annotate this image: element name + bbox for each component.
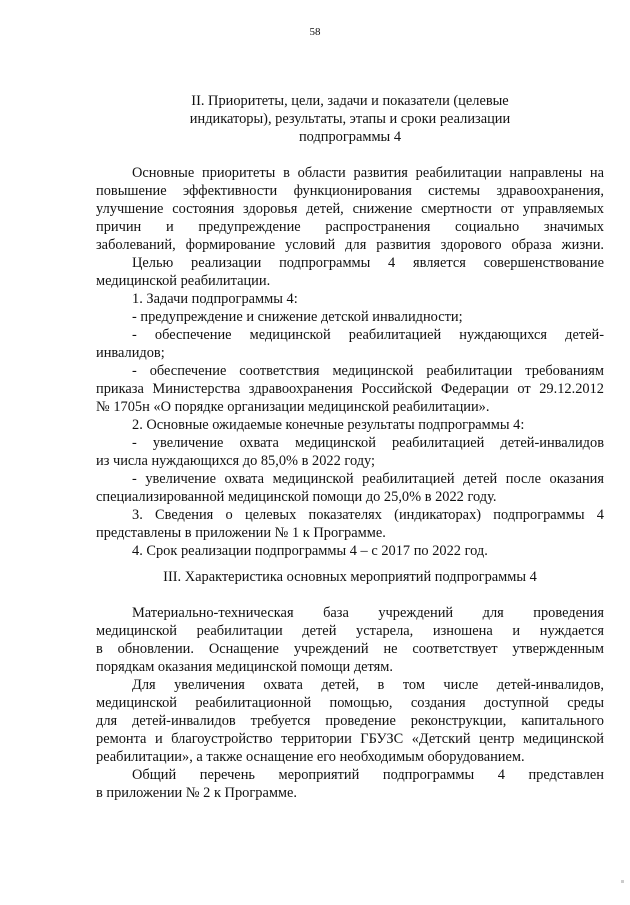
text-line: в приложении № 2 к Программе.: [96, 785, 298, 801]
section-3-body: [96, 604, 604, 802]
text-line: № 1705н «О порядке организации медицинской реабилитации».: [96, 399, 490, 415]
text-line: заболеваний, формирование условий для развития здорового образа жизни.: [96, 237, 604, 253]
heading-line: индикаторы), результаты, этапы и сроки реализации: [189, 111, 511, 127]
text-line: представлены в приложении № 1 к Программе.: [96, 525, 386, 541]
text-line: 4. Срок реализации подпрограммы 4 – с 2017 по 2022 год.: [132, 543, 488, 559]
heading-line: II. Приоритеты, цели, задачи и показатели (целевые: [191, 93, 509, 109]
text-line: медицинской реабилитации детей устарела, изношена и нуждается: [96, 623, 604, 639]
text-line: в обновлении. Оснащение учреждений не соответствует утвержденным: [96, 641, 604, 657]
text-line: - предупреждение и снижение детской инвалидности;: [132, 309, 463, 325]
text-line: Общий перечень мероприятий подпрограммы 4 представлен: [132, 767, 604, 783]
text-line: Основные приоритеты в области развития реабилитации направлены на: [132, 165, 604, 181]
text-line: повышение эффективности функционирования системы здравоохранения,: [96, 183, 604, 199]
scan-mark: [621, 880, 624, 883]
page-number: 58: [309, 26, 321, 38]
text-line: порядкам оказания медицинской помощи детям.: [96, 659, 393, 675]
text-line: ремонта и благоустройство территории ГБУЗС «Детский центр медицинской: [96, 731, 604, 747]
section-2-heading: [96, 92, 604, 146]
text-line: 1. Задачи подпрограммы 4:: [132, 291, 298, 307]
section-3-heading: [96, 568, 604, 586]
text-line: приказа Министерства здравоохранения Российской Федерации от 29.12.2012: [96, 381, 604, 397]
text-line: Для увеличения охвата детей, в том числе детей-инвалидов,: [132, 677, 604, 693]
section-2-body: [96, 164, 604, 560]
text-line: причин и предупреждение распространения социально значимых: [96, 219, 604, 235]
text-line: из числа нуждающихся до 85,0% в 2022 году;: [96, 453, 376, 469]
text-line: 2. Основные ожидаемые конечные результаты подпрограммы 4:: [132, 417, 525, 433]
text-line: Материально-техническая база учреждений для проведения: [132, 605, 604, 621]
text-line: улучшение состояния здоровья детей, снижение смертности от управляемых: [96, 201, 604, 217]
text-line: специализированной медицинской помощи до 25,0% в 2022 году.: [96, 489, 497, 505]
text-line: медицинской реабилитации.: [96, 273, 271, 289]
text-line: для детей-инвалидов требуется проведение реконструкции, капитального: [96, 713, 604, 729]
text-line: инвалидов;: [96, 345, 165, 361]
text-line: реабилитации», а также оснащение его необходимым оборудованием.: [96, 749, 525, 765]
text-line: 3. Сведения о целевых показателях (индикаторах) подпрограммы 4: [132, 507, 604, 523]
text-line: Целью реализации подпрограммы 4 является совершенствование: [132, 255, 604, 271]
heading-line: подпрограммы 4: [298, 129, 402, 145]
heading-line: III. Характеристика основных мероприятий подпрограммы 4: [163, 569, 537, 585]
text-line: - увеличение охвата медицинской реабилитацией детей после оказания: [132, 471, 604, 487]
text-line: - увеличение охвата медицинской реабилитацией детей-инвалидов: [132, 435, 604, 451]
text-line: - обеспечение медицинской реабилитацией нуждающихся детей-: [132, 327, 604, 343]
text-line: медицинской реабилитационной помощью, создания доступной среды: [96, 695, 604, 711]
text-line: - обеспечение соответствия медицинской реабилитации требованиям: [132, 363, 604, 379]
